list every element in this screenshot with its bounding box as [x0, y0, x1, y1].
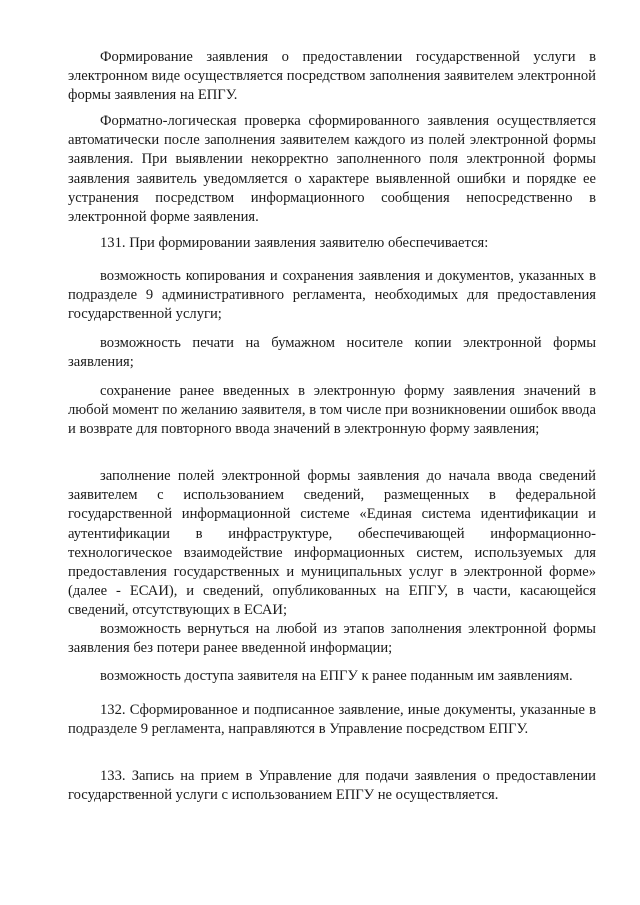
paragraph-access-previous: возможность доступа заявителя на ЕПГУ к ранее поданным им заявлениям.	[100, 668, 573, 684]
paragraph-133: 133. Запись на прием в Управление для подачи заявления о предоставлении государственной услуги с использованием ЕПГУ не осуществляется.	[68, 768, 596, 804]
paragraph-131-heading: 131. При формировании заявления заявителю обеспечивается:	[100, 235, 489, 251]
paragraph-esia-prefill: заполнение полей электронной формы заявления до начала ввода сведений заявителем с использованием сведений, размещенных в федеральной государственной информационной системе «Единая система идентификации и аутентификации в инфраструктуре, обеспечивающей информационно-технологическое взаимодействие информационных систем, используемых для предоставления государственных и муниципальных услуг в электронной форме» (далее - ЕСАИ), и сведений, опубликованных на ЕПГУ, в части, касающейся сведений, отсутствующих в ЕСАИ;	[68, 468, 596, 619]
paragraph-format-logic-check: Форматно-логическая проверка сформированного заявления осуществляется автоматически после заполнения заявителем каждого из полей электронной формы заявления. При выявлении некорректно заполненного поля электронной формы заявления заявитель уведомляется о характере выявленной ошибки и порядке ее устранения посредством информационного сообщения непосредственно в электронной форме заявления.	[68, 113, 596, 226]
paragraph-return-to-step: возможность вернуться на любой из этапов заполнения электронной формы заявления без потери ранее введенной информации;	[68, 621, 596, 657]
paragraph-epgu-form-filling: Формирование заявления о предоставлении государственной услуги в электронном виде осуществляется посредством заполнения заявителем электронной формы заявления на ЕПГУ.	[68, 49, 596, 104]
paragraph-copy-save: возможность копирования и сохранения заявления и документов, указанных в подразделе 9 административного регламента, необходимых для предоставления государственной услуги;	[68, 268, 596, 323]
paragraph-save-values: сохранение ранее введенных в электронную форму заявления значений в любой момент по желанию заявителя, в том числе при возникновении ошибок ввода и возврате для повторного ввода значений в электронную форму заявления;	[68, 383, 596, 438]
paragraph-132: 132. Сформированное и подписанное заявление, иные документы, указанные в подразделе 9 регламента, направляются в Управление посредством ЕПГУ.	[68, 702, 596, 738]
paragraph-print-copy: возможность печати на бумажном носителе копии электронной формы заявления;	[68, 335, 596, 371]
